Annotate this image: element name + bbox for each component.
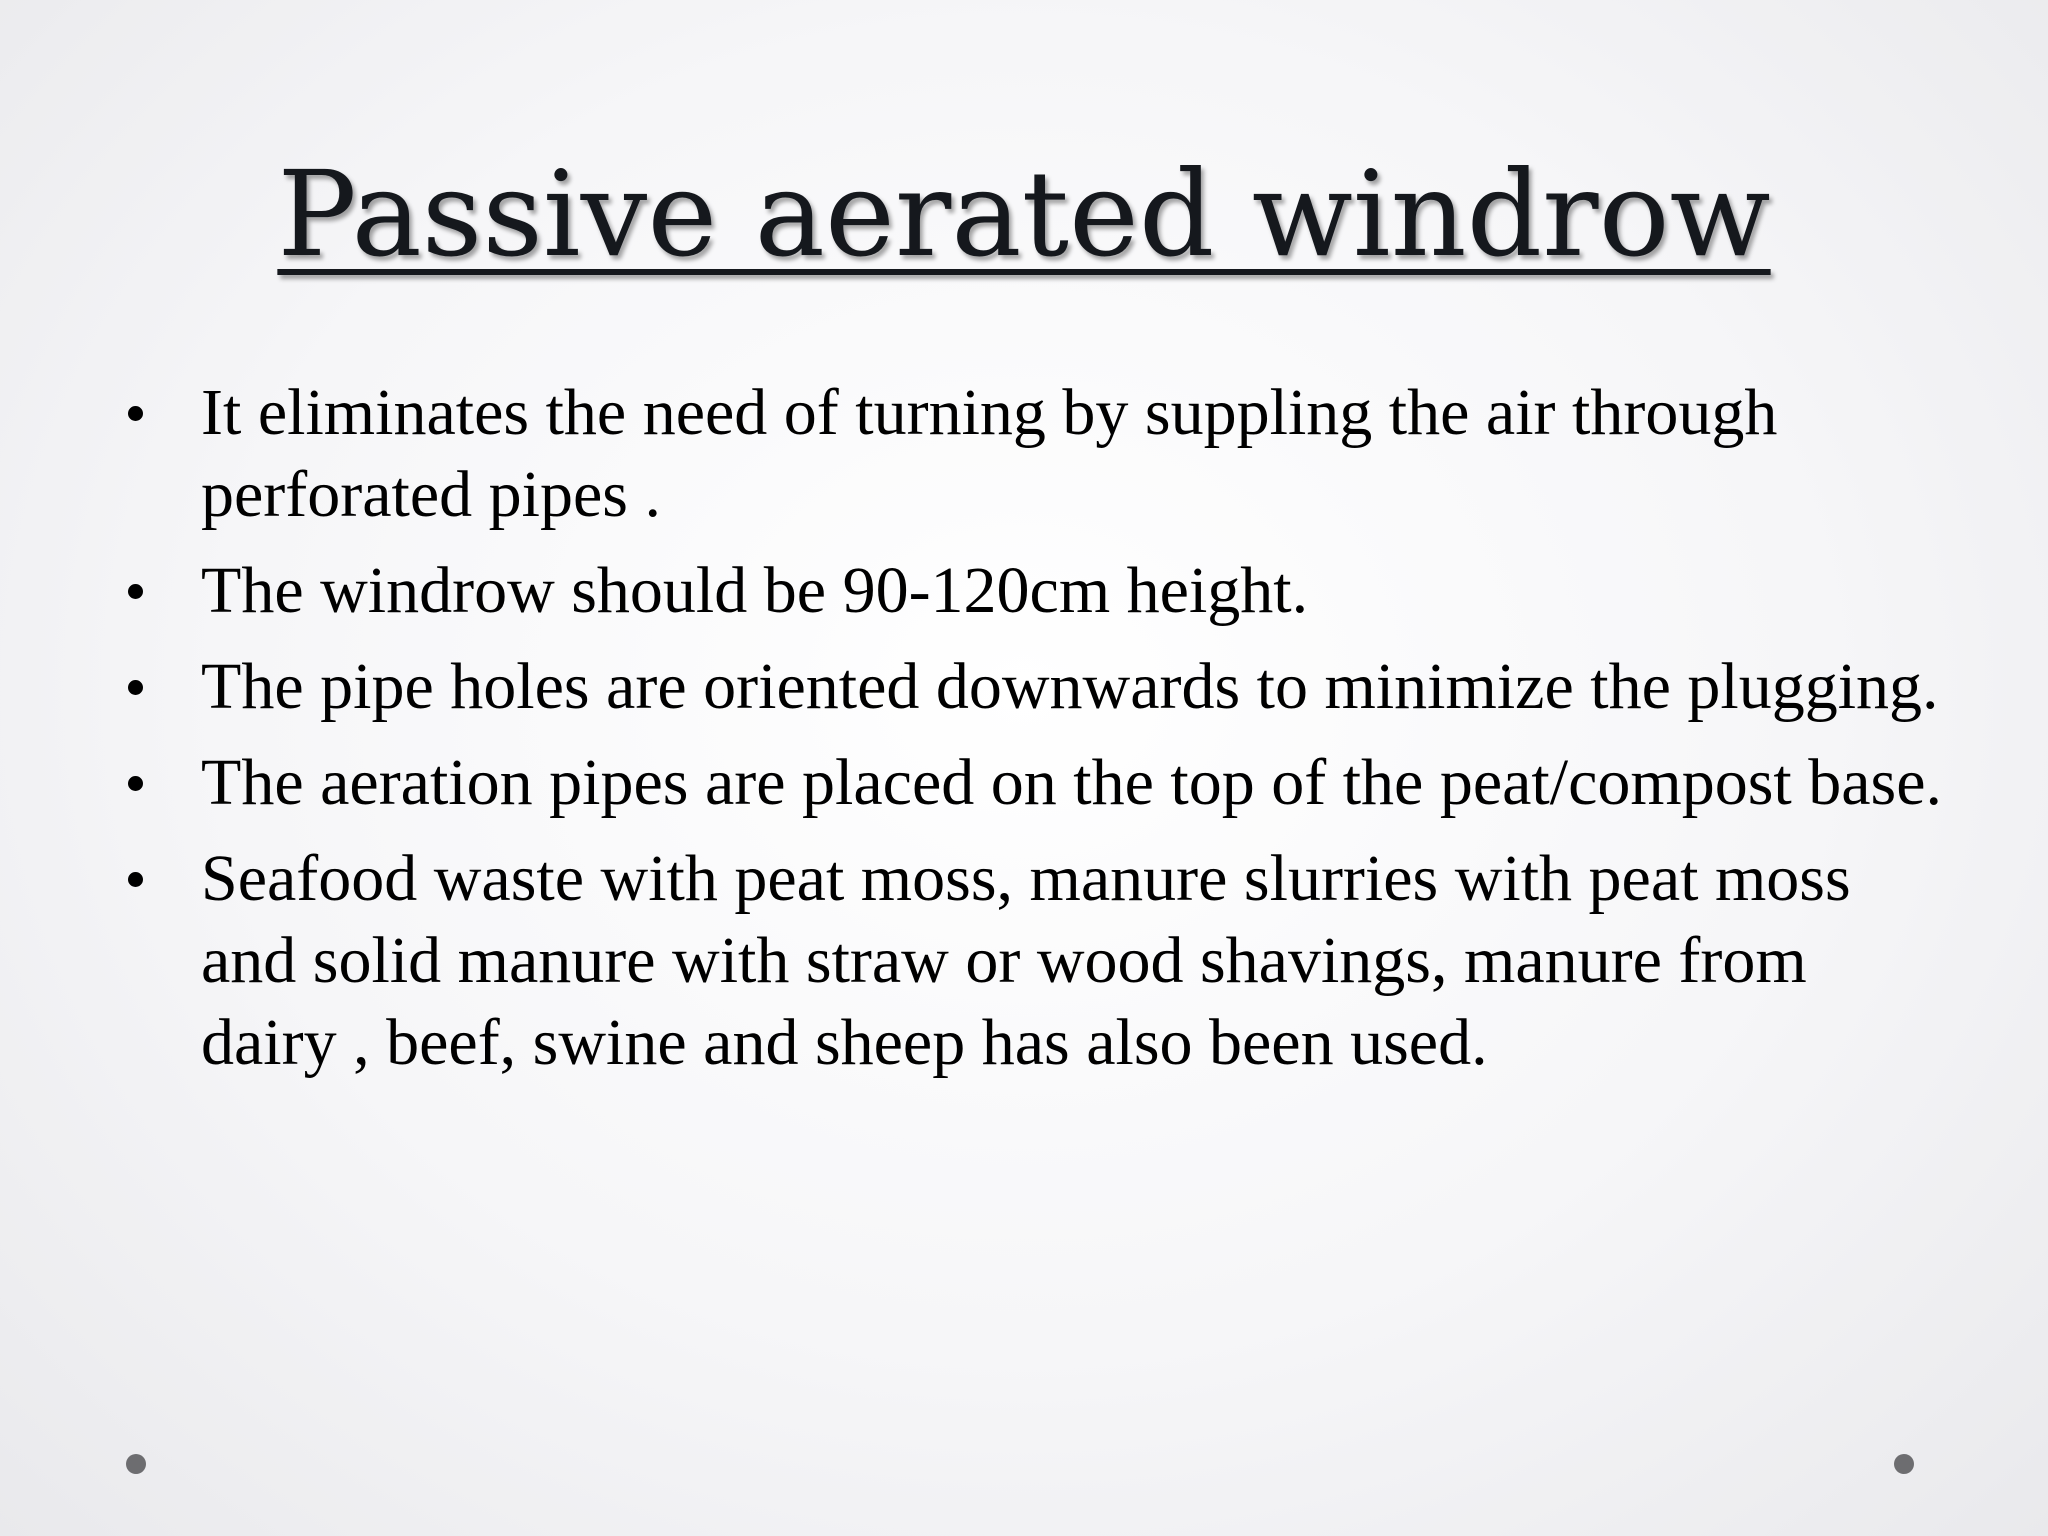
bullet-text: The pipe holes are oriented downwards to minimize the plugging. <box>201 650 1939 723</box>
bullet-item <box>120 646 1950 728</box>
bullet-dot-icon <box>128 776 143 791</box>
bullet-item <box>120 742 1950 824</box>
corner-dot-left-icon <box>126 1454 146 1474</box>
bullet-dot-icon <box>128 680 143 695</box>
bullet-dot-icon <box>128 584 143 599</box>
bullet-text: The windrow should be 90-120cm height. <box>201 554 1309 627</box>
slide-title <box>0 145 2048 283</box>
bullet-item <box>120 372 1950 536</box>
bullet-list <box>120 372 1950 1098</box>
bullet-dot-icon <box>128 872 143 887</box>
bullet-text: The aeration pipes are placed on the top of the peat/compost base. <box>201 746 1943 819</box>
bullet-item <box>120 550 1950 632</box>
bullet-dot-icon <box>128 406 143 421</box>
bullet-text: It eliminates the need of turning by suppling the air through perforated pipes . <box>201 376 1778 531</box>
bullet-text: Seafood waste with peat moss, manure slurries with peat moss and solid manure with straw or wood shavings, manure from dairy , beef, swine and sheep has also been used. <box>201 842 1851 1079</box>
slide-title-text: Passive aerated windrow <box>277 145 1771 283</box>
bullet-item <box>120 838 1950 1084</box>
corner-dot-right-icon <box>1894 1454 1914 1474</box>
